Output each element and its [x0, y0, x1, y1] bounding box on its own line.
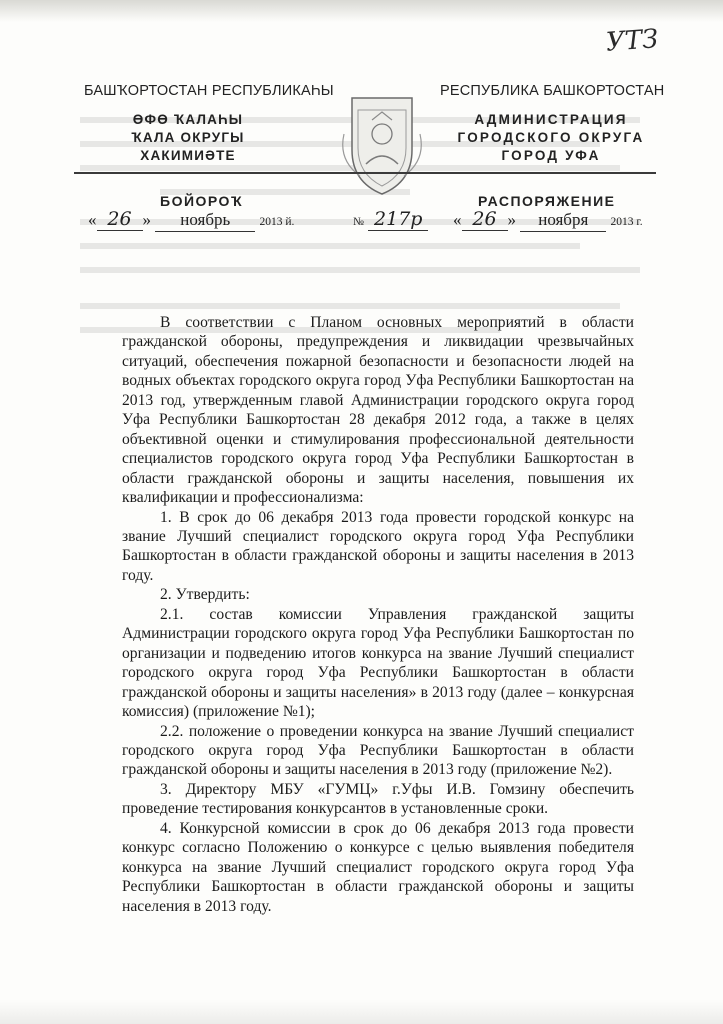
handwritten-note: УТЗ	[605, 24, 660, 58]
header-right-admin	[445, 111, 657, 165]
date-right-day: 26	[462, 208, 508, 231]
coat-of-arms-icon	[330, 90, 434, 198]
header-right-country: РЕСПУБЛИКА БАШКОРТОСТАН	[440, 83, 665, 99]
item-3-paragraph: 3. Директору МБУ «ГУМЦ» г.Уфы И.В. Гомзину обеспечить проведение тестирования конкурсантов в установленные сроки.	[122, 780, 634, 818]
header-left-admin-line: ХАКИМИӘТЕ	[140, 148, 236, 163]
item-2-2-paragraph: 2.2. положение о проведении конкурса на звание Лучший специалист городского округа город Уфа Республики Башкортостан в области гражданской обороны и защиты населения в 2013 году (приложение №2).	[122, 722, 634, 779]
date-left-day: 26	[97, 208, 143, 231]
date-left-year: 2013 й.	[259, 216, 295, 228]
header-divider	[74, 172, 656, 174]
number-prefix: №	[353, 216, 364, 228]
item-2-paragraph: 2. Утвердить:	[160, 586, 250, 604]
item-4-paragraph: 4. Конкурсной комиссии в срок до 06 декабря 2013 года провести конкурс согласно Положению о конкурсе с целью выявления победителя конкурса на звание Лучший специалист городского округа город Уфа Республики Башкортостан в области гражданской обороны и защиты населения в 2013 году.	[122, 819, 634, 915]
header-left-admin-line: ҠАЛА ОКРУГЫ	[131, 130, 245, 145]
header-right-admin-line: ГОРОД УФА	[501, 148, 601, 163]
header-left-admin-line: ӨФӨ ҠАЛАҺЫ	[132, 112, 244, 127]
decree-title-russian: РАСПОРЯЖЕНИЕ	[478, 193, 616, 209]
date-left-month: ноябрь	[155, 209, 255, 232]
decree-number	[353, 208, 428, 231]
decree-title-bashkir: БОЙОРОҠ	[160, 193, 244, 209]
scan-bottom-edge	[0, 1000, 723, 1024]
item-1-paragraph: 1. В срок до 06 декабря 2013 года провести городской конкурс на звание Лучший специалист городского округа город Уфа Республики Башкортостан в области гражданской обороны и защиты населения в 2013 году.	[122, 508, 634, 584]
header-left-admin	[112, 111, 264, 165]
date-right: « 26 » ноября 2013 г.	[453, 208, 643, 230]
date-right-year: 2013 г.	[610, 216, 643, 228]
header-right-admin-line: АДМИНИСТРАЦИЯ	[474, 112, 628, 127]
number-value: 217р	[368, 208, 428, 231]
item-2-1-paragraph: 2.1. состав комиссии Управления гражданской защиты Администрации городского округа город Уфа Республики Башкортостан по организации и подведению итогов конкурса на звание Лучший специалист городского округа город Уфа Республики Башкортостан в области гражданской обороны и защиты населения» в 2013 году (далее – конкурсная комиссия) (приложение №1);	[122, 605, 634, 721]
preamble-paragraph: В соответствии с Планом основных мероприятий в области гражданской обороны, предупреждения и ликвидации чрезвычайных ситуаций, обеспечения пожарной безопасности и безопасности людей на водных объектах городского округа город Уфа Республики Башкортостан на 2013 год, утвержденным главой Администрации городского округа город Уфа Республики Башкортостан 28 декабря 2012 года, а также в целях объективной оценки и стимулирования профессиональной деятельности специалистов городского округа город Уфа Республики Башкортостан в области гражданской обороны и защиты населения, повышения их квалификации и профессионализма:	[122, 314, 634, 507]
header-right-admin-line: ГОРОДСКОГО ОКРУГА	[457, 130, 645, 145]
document-body	[122, 313, 634, 916]
date-left: « 26 » ноябрь 2013 й.	[88, 208, 295, 230]
header-left-country: БАШҠОРТОСТАН РЕСПУБЛИКАҺЫ	[84, 83, 334, 99]
scan-top-edge	[0, 0, 723, 22]
date-right-month: ноября	[520, 209, 606, 232]
